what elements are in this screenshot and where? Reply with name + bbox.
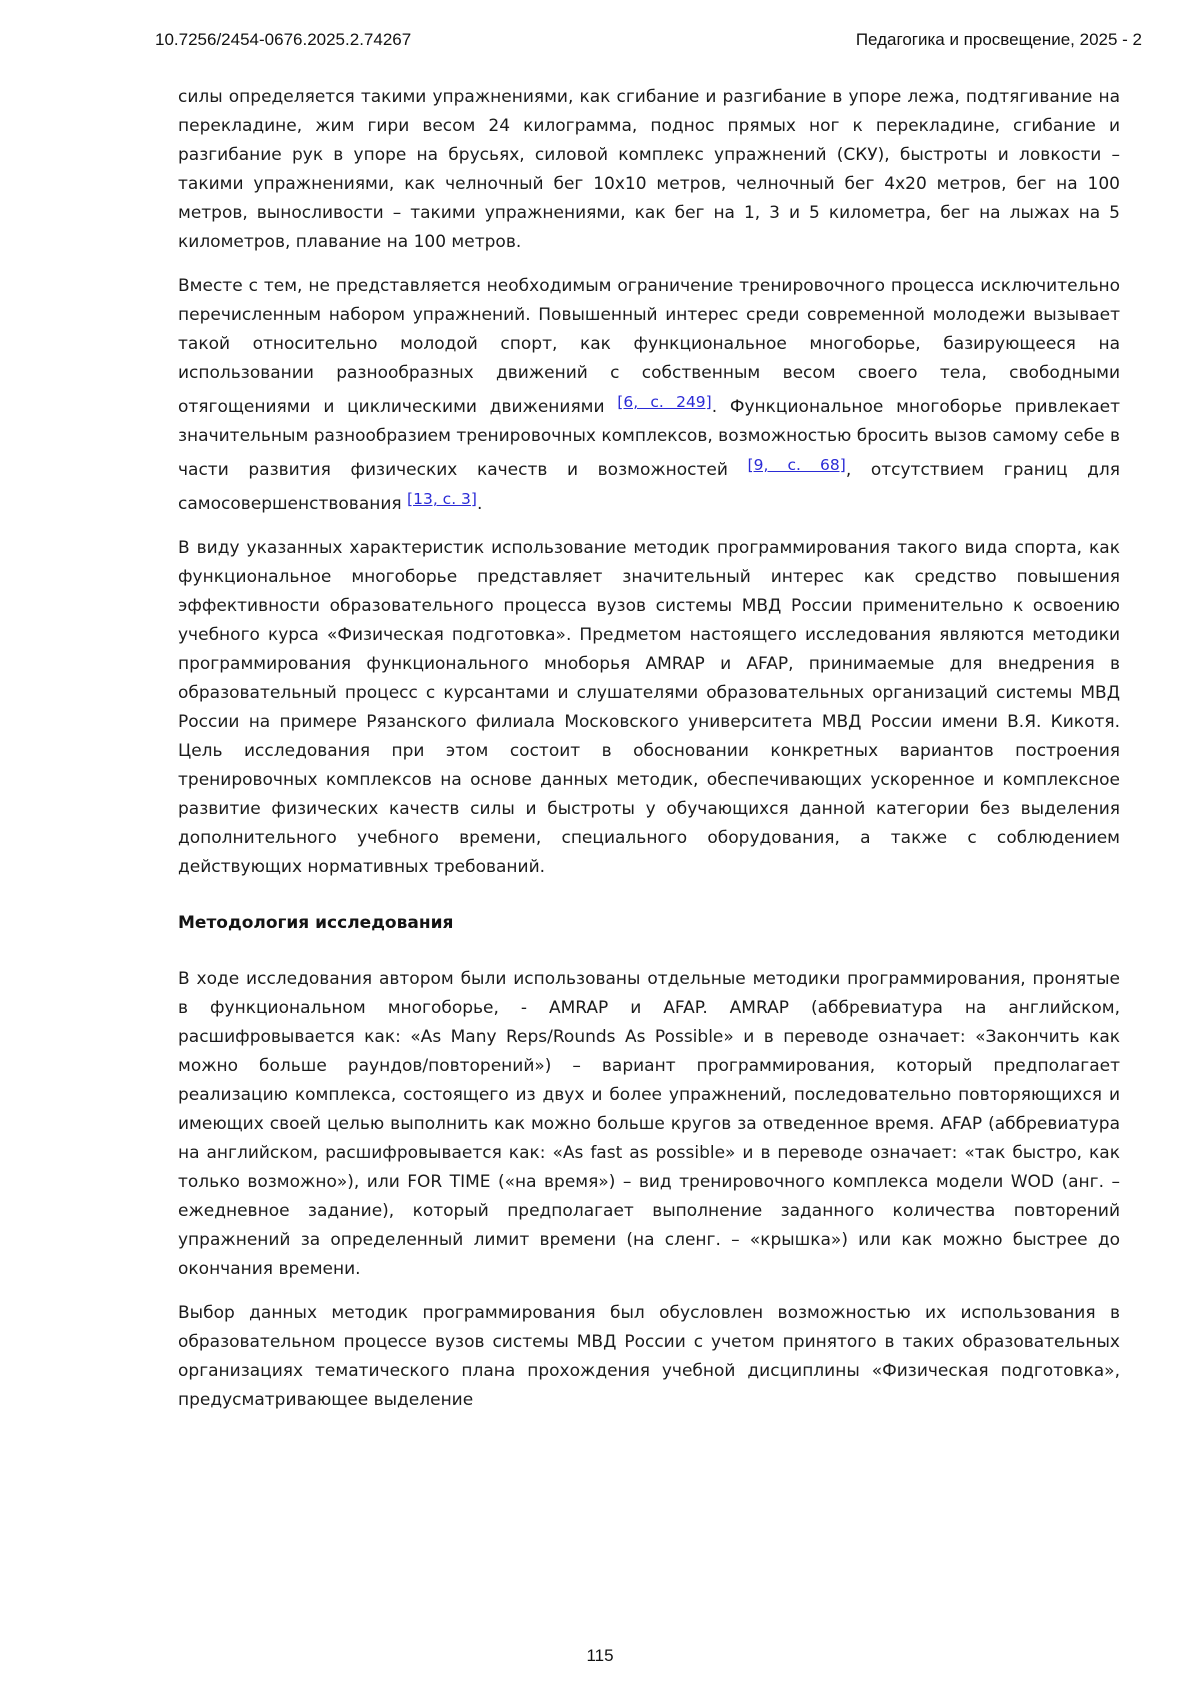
paragraph <box>178 272 1120 519</box>
text-run: Вместе с тем, не представляется необходимым ограничение тренировочного процесса исключительно перечисленным набором упражнений. Повышенный интерес среди современной молодежи вызывает такой относительно молодой спорт, как функциональное многоборье, базирующееся на использовании разнообразных движений с собственным весом своего тела, свободными отягощениями и циклическими движениями <box>178 276 1120 417</box>
paragraph <box>178 83 1120 257</box>
paragraph <box>178 534 1120 882</box>
page-header <box>155 30 1142 50</box>
text-run: . Функциональное многоборье привлекает значительным разнообразием тренировочных комплексов, возможностью бросить вызов самому себе в части развития физических качеств и возможностей <box>178 397 1120 480</box>
text-run: силы определяется такими упражнениями, как сгибание и разгибание в упоре лежа, подтягивание на перекладине, жим гири весом 24 килограмма, поднос прямых ног к перекладине, сгибание и разгибание рук в упоре на брусьях, силовой комплекс упражнений (СКУ), быстроты и ловкости – такими упражнениями, как челночный бег 10х10 метров, челночный бег 4х20 метров, бег на 100 метров, выносливости – такими упражнениями, как бег на 1, 3 и 5 километра, бег на лыжах на 5 километров, плавание на 100 метров. <box>178 87 1120 252</box>
journal-title: Педагогика и просвещение, 2025 - 2 <box>855 30 1142 49</box>
section-heading: Методология исследования <box>178 913 454 933</box>
citation-link[interactable]: [13, с. 3] <box>407 490 477 508</box>
text-run: В ходе исследования автором были использованы отдельные методики программирования, пронятые в функциональном многоборье, - AMRAP и AFAP. AMRAP (аббревиатура на английском, расшифровывается как: «As Many Reps/Rounds As Possible» и в переводе означает: «Закончить как можно больше раундов/повторений») – вариант программирования, который предполагает реализацию комплекса, состоящего из двух и более упражнений, последовательно повторяющихся и имеющих своей целью выполнить как можно больше кругов за отведенное время. AFAP (аббревиатура на английском, расшифровывается как: «As fast as possible» и в переводе означает: «так быстро, как только возможно»), или FOR TIME («на время») – вид тренировочного комплекса модели WOD (анг. – ежедневное задание), который предполагает выполнение заданного количества повторений упражнений за определенный лимит времени (на сленг. – «крышка») или как можно быстрее до окончания времени. <box>178 969 1120 1279</box>
text-run: . <box>476 494 483 514</box>
text-run: Выбор данных методик программирования был обусловлен возможностью их использования в образовательном процессе вузов системы МВД России с учетом принятого в таких образовательных организациях тематического плана прохождения учебной дисциплины «Физическая подготовка», предусматривающее выделение <box>178 1303 1120 1410</box>
citation-link[interactable]: [6, с. 249] <box>617 393 712 411</box>
citation-link[interactable]: [9, с. 68] <box>747 456 846 474</box>
text-run: В виду указанных характеристик использование методик программирования такого вида спорта, как функциональное многоборье представляет значительный интерес как средство повышения эффективности образовательного процесса вузов системы МВД России применительно к освоению учебного курса «Физическая подготовка». Предметом настоящего исследования являются методики программирования функционального мноборья AMRAP и AFAP, принимаемые для внедрения в образовательный процесс с курсантами и слушателями образовательных организаций системы МВД России на примере Рязанского филиала Московского университета МВД России имени В.Я. Кикотя. Цель исследования при этом состоит в обосновании конкретных вариантов построения тренировочных комплексов на основе данных методик, обеспечивающих ускоренное и комплексное развитие физических качеств силы и быстроты у обучающихся данной категории без выделения дополнительного учебного времени, специального оборудования, а также с соблюдением действующих нормативных требований. <box>178 538 1120 877</box>
page-number: 115 <box>586 1646 614 1665</box>
page-footer <box>0 1646 1200 1666</box>
article-body <box>178 83 1120 1430</box>
doi-text: 10.7256/2454-0676.2025.2.74267 <box>155 30 412 49</box>
paragraph <box>178 1299 1120 1415</box>
text-run: , отсутствием границ для самосовершенствования <box>178 460 1120 514</box>
paragraph <box>178 965 1120 1284</box>
